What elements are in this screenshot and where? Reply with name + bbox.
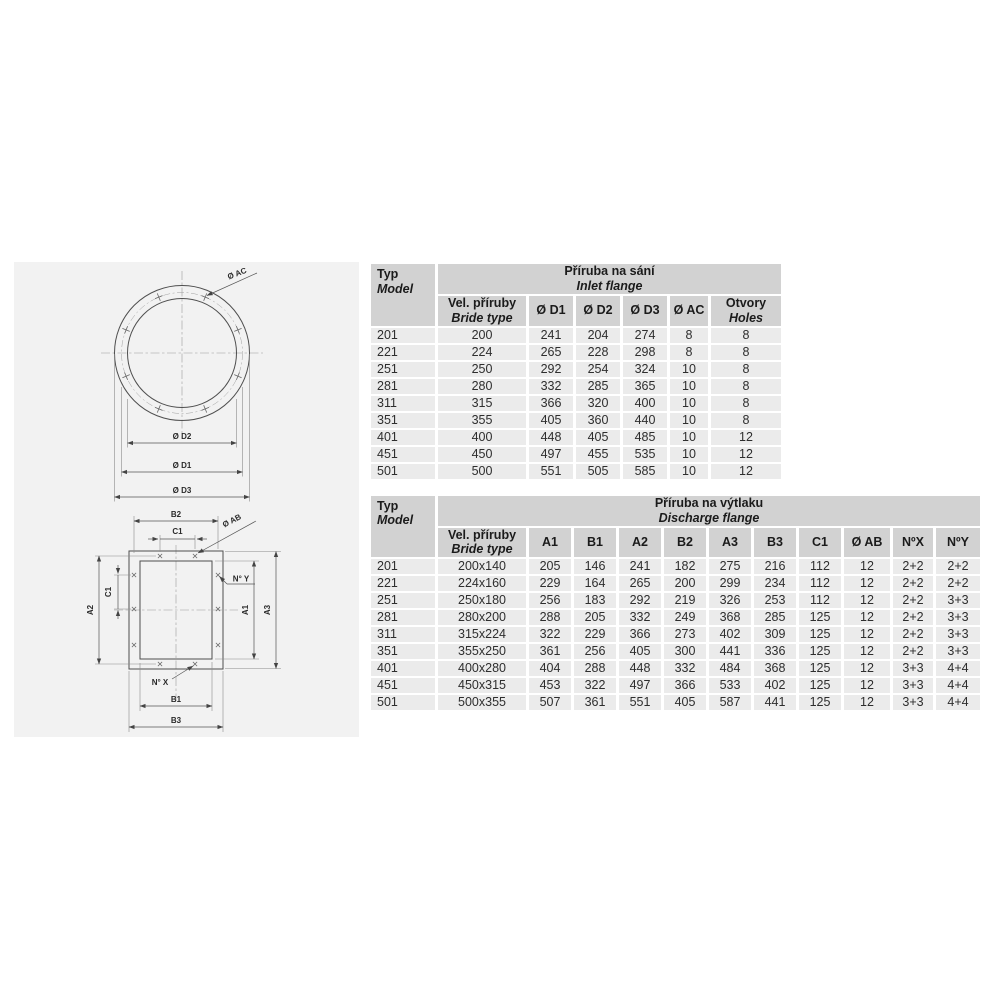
table-row	[371, 576, 980, 591]
value-cell: 200x140	[438, 559, 526, 574]
dim-label-ab: Ø AB	[221, 512, 243, 530]
model-cell: 451	[371, 678, 435, 693]
value-cell: 250	[438, 362, 526, 377]
value-cell: 10	[670, 379, 708, 394]
value-cell: 254	[576, 362, 620, 377]
dim-label-a1: A1	[241, 604, 250, 616]
dim-label-ny: N° Y	[232, 574, 250, 584]
value-cell: 292	[529, 362, 573, 377]
value-cell: 366	[664, 678, 706, 693]
table-row	[371, 644, 980, 659]
value-cell: 112	[799, 593, 841, 608]
value-cell: 275	[709, 559, 751, 574]
value-cell: 241	[619, 559, 661, 574]
value-cell: 309	[754, 627, 796, 642]
value-cell: 12	[844, 661, 890, 676]
title-line2: Discharge flange	[658, 510, 760, 525]
dim-label-d3: Ø D3	[172, 486, 192, 495]
value-cell: 551	[529, 464, 573, 479]
model-cell: 201	[371, 559, 435, 574]
value-cell: 10	[670, 430, 708, 445]
value-cell: 229	[574, 627, 616, 642]
value-cell: 12	[844, 610, 890, 625]
value-cell: 10	[670, 396, 708, 411]
model-cell: 401	[371, 430, 435, 445]
value-cell: 355x250	[438, 644, 526, 659]
value-cell: 3+3	[893, 661, 933, 676]
value-cell: 585	[623, 464, 667, 479]
value-cell: 3+3	[936, 644, 980, 659]
corner-header	[371, 264, 435, 326]
value-cell: 12	[844, 644, 890, 659]
value-cell: 274	[623, 328, 667, 343]
table-row	[371, 559, 980, 574]
value-cell: 497	[619, 678, 661, 693]
value-cell: 12	[844, 695, 890, 710]
table-row	[371, 695, 980, 710]
value-cell: 453	[529, 678, 571, 693]
tables-area	[368, 262, 983, 712]
model-cell: 401	[371, 661, 435, 676]
value-cell: 355	[438, 413, 526, 428]
value-cell: 285	[754, 610, 796, 625]
dim-label-b3: B3	[170, 716, 182, 725]
value-cell: 441	[709, 644, 751, 659]
value-cell: 332	[529, 379, 573, 394]
value-cell: 288	[529, 610, 571, 625]
value-cell: 10	[670, 362, 708, 377]
model-cell: 251	[371, 362, 435, 377]
model-cell: 281	[371, 610, 435, 625]
value-cell: 183	[574, 593, 616, 608]
value-cell: 3+3	[936, 627, 980, 642]
model-cell: 251	[371, 593, 435, 608]
dim-label-c1-left: C1	[104, 586, 113, 598]
value-cell: 315x224	[438, 627, 526, 642]
value-cell: 324	[623, 362, 667, 377]
value-cell: 12	[711, 430, 781, 445]
value-cell: 256	[529, 593, 571, 608]
model-cell: 221	[371, 576, 435, 591]
inlet-flange-table	[368, 262, 784, 481]
model-cell: 501	[371, 464, 435, 479]
title-line2: Inlet flange	[576, 279, 643, 293]
column-header: A3	[709, 528, 751, 558]
corner-line1: Typ	[377, 267, 399, 281]
value-cell: 12	[844, 576, 890, 591]
value-cell: 360	[576, 413, 620, 428]
value-cell: 405	[529, 413, 573, 428]
value-cell: 587	[709, 695, 751, 710]
column-header: Ø D3	[623, 296, 667, 326]
inlet-flange-diagram	[101, 266, 263, 502]
value-cell: 3+3	[893, 678, 933, 693]
corner-line1: Typ	[377, 498, 399, 513]
value-cell: 404	[529, 661, 571, 676]
model-cell: 501	[371, 695, 435, 710]
value-cell: 10	[670, 413, 708, 428]
table-row	[371, 430, 781, 445]
flange-diagrams	[14, 262, 359, 737]
corner-header	[371, 496, 435, 558]
value-cell: 146	[574, 559, 616, 574]
value-cell: 8	[711, 362, 781, 377]
dim-label-a3: A3	[263, 604, 272, 616]
value-cell: 164	[574, 576, 616, 591]
value-cell: 224	[438, 345, 526, 360]
value-cell: 8	[670, 328, 708, 343]
value-cell: 2+2	[893, 559, 933, 574]
value-cell: 229	[529, 576, 571, 591]
value-cell: 12	[711, 464, 781, 479]
value-cell: 368	[709, 610, 751, 625]
value-cell: 219	[664, 593, 706, 608]
value-cell: 2+2	[936, 559, 980, 574]
value-cell: 400	[438, 430, 526, 445]
value-cell: 326	[709, 593, 751, 608]
value-cell: 205	[529, 559, 571, 574]
model-cell: 311	[371, 627, 435, 642]
value-cell: 322	[574, 678, 616, 693]
value-cell: 4+4	[936, 695, 980, 710]
column-header: B1	[574, 528, 616, 558]
value-cell: 125	[799, 678, 841, 693]
value-cell: 253	[754, 593, 796, 608]
value-cell: 3+3	[936, 593, 980, 608]
value-cell: 228	[576, 345, 620, 360]
title-line1: Příruba na sání	[564, 264, 655, 279]
value-cell: 125	[799, 627, 841, 642]
value-cell: 500x355	[438, 695, 526, 710]
value-cell: 10	[670, 464, 708, 479]
table-row	[371, 627, 980, 642]
value-cell: 332	[619, 610, 661, 625]
column-header: Otvory Holes	[711, 296, 781, 326]
value-cell: 485	[623, 430, 667, 445]
value-cell: 440	[623, 413, 667, 428]
dim-label-d2: Ø D2	[172, 432, 192, 441]
value-cell: 2+2	[893, 627, 933, 642]
value-cell: 448	[529, 430, 573, 445]
column-header: Ø D1	[529, 296, 573, 326]
value-cell: 2+2	[893, 644, 933, 659]
value-cell: 3+3	[893, 695, 933, 710]
value-cell: 315	[438, 396, 526, 411]
value-cell: 273	[664, 627, 706, 642]
model-cell: 311	[371, 396, 435, 411]
model-cell: 351	[371, 644, 435, 659]
model-cell: 351	[371, 413, 435, 428]
column-header: Ø AC	[670, 296, 708, 326]
dim-label-ac: Ø AC	[226, 265, 248, 282]
column-header: Ø AB	[844, 528, 890, 558]
model-cell: 221	[371, 345, 435, 360]
corner-line2: Model	[377, 281, 414, 296]
value-cell: 336	[754, 644, 796, 659]
column-header: B2	[664, 528, 706, 558]
value-cell: 249	[664, 610, 706, 625]
table-title	[438, 496, 980, 526]
table-row	[371, 345, 781, 360]
value-cell: 216	[754, 559, 796, 574]
table-row	[371, 379, 781, 394]
value-cell: 125	[799, 661, 841, 676]
column-header: Vel. příruby Bride type	[438, 528, 526, 558]
value-cell: 402	[709, 627, 751, 642]
column-header: Ø D2	[576, 296, 620, 326]
value-cell: 320	[576, 396, 620, 411]
table-row	[371, 396, 781, 411]
dim-label-b1: B1	[170, 695, 182, 704]
value-cell: 441	[754, 695, 796, 710]
value-cell: 182	[664, 559, 706, 574]
table-row	[371, 661, 980, 676]
table-row	[371, 610, 980, 625]
value-cell: 250x180	[438, 593, 526, 608]
value-cell: 205	[574, 610, 616, 625]
value-cell: 505	[576, 464, 620, 479]
value-cell: 8	[711, 345, 781, 360]
value-cell: 450x315	[438, 678, 526, 693]
value-cell: 12	[711, 447, 781, 462]
model-cell: 201	[371, 328, 435, 343]
table-title	[438, 264, 781, 294]
value-cell: 405	[664, 695, 706, 710]
value-cell: 8	[670, 345, 708, 360]
value-cell: 361	[529, 644, 571, 659]
column-header: Vel. příruby Bride type	[438, 296, 526, 326]
model-cell: 281	[371, 379, 435, 394]
discharge-flange-diagram	[86, 510, 281, 732]
value-cell: 4+4	[936, 678, 980, 693]
value-cell: 3+3	[936, 610, 980, 625]
dim-label-c1-top: C1	[172, 527, 183, 536]
value-cell: 112	[799, 559, 841, 574]
value-cell: 365	[623, 379, 667, 394]
value-cell: 361	[574, 695, 616, 710]
column-header: NºY	[936, 528, 980, 558]
value-cell: 256	[574, 644, 616, 659]
value-cell: 8	[711, 413, 781, 428]
value-cell: 8	[711, 396, 781, 411]
dim-label-a2: A2	[86, 604, 95, 616]
value-cell: 112	[799, 576, 841, 591]
value-cell: 366	[619, 627, 661, 642]
value-cell: 2+2	[893, 576, 933, 591]
value-cell: 450	[438, 447, 526, 462]
value-cell: 497	[529, 447, 573, 462]
column-header: B3	[754, 528, 796, 558]
value-cell: 234	[754, 576, 796, 591]
table-row	[371, 447, 781, 462]
value-cell: 4+4	[936, 661, 980, 676]
value-cell: 285	[576, 379, 620, 394]
value-cell: 125	[799, 610, 841, 625]
value-cell: 300	[664, 644, 706, 659]
value-cell: 405	[576, 430, 620, 445]
value-cell: 368	[754, 661, 796, 676]
table-row	[371, 464, 781, 479]
value-cell: 265	[619, 576, 661, 591]
dim-label-d1: Ø D1	[172, 461, 192, 470]
column-header: NºX	[893, 528, 933, 558]
table-row	[371, 593, 980, 608]
value-cell: 125	[799, 644, 841, 659]
value-cell: 448	[619, 661, 661, 676]
value-cell: 241	[529, 328, 573, 343]
table-row	[371, 678, 980, 693]
value-cell: 402	[754, 678, 796, 693]
value-cell: 292	[619, 593, 661, 608]
value-cell: 12	[844, 593, 890, 608]
value-cell: 2+2	[936, 576, 980, 591]
drawings-panel	[14, 262, 359, 737]
value-cell: 332	[664, 661, 706, 676]
model-cell: 451	[371, 447, 435, 462]
column-header: C1	[799, 528, 841, 558]
table-row	[371, 413, 781, 428]
value-cell: 400x280	[438, 661, 526, 676]
value-cell: 507	[529, 695, 571, 710]
value-cell: 2+2	[893, 593, 933, 608]
dim-label-nx: N° X	[151, 678, 169, 687]
value-cell: 366	[529, 396, 573, 411]
value-cell: 200	[438, 328, 526, 343]
value-cell: 12	[844, 559, 890, 574]
value-cell: 484	[709, 661, 751, 676]
value-cell: 280x200	[438, 610, 526, 625]
value-cell: 8	[711, 328, 781, 343]
value-cell: 2+2	[893, 610, 933, 625]
value-cell: 12	[844, 627, 890, 642]
dim-label-b2: B2	[170, 510, 182, 519]
title-line1: Příruba na výtlaku	[654, 495, 764, 510]
value-cell: 533	[709, 678, 751, 693]
table-row	[371, 362, 781, 377]
value-cell: 535	[623, 447, 667, 462]
value-cell: 405	[619, 644, 661, 659]
value-cell: 224x160	[438, 576, 526, 591]
value-cell: 200	[664, 576, 706, 591]
value-cell: 288	[574, 661, 616, 676]
column-header: A1	[529, 528, 571, 558]
value-cell: 280	[438, 379, 526, 394]
value-cell: 10	[670, 447, 708, 462]
corner-line2: Model	[377, 513, 414, 528]
value-cell: 551	[619, 695, 661, 710]
value-cell: 400	[623, 396, 667, 411]
value-cell: 8	[711, 379, 781, 394]
value-cell: 500	[438, 464, 526, 479]
value-cell: 298	[623, 345, 667, 360]
column-header: A2	[619, 528, 661, 558]
value-cell: 204	[576, 328, 620, 343]
value-cell: 299	[709, 576, 751, 591]
value-cell: 322	[529, 627, 571, 642]
value-cell: 125	[799, 695, 841, 710]
discharge-flange-table	[368, 494, 983, 713]
value-cell: 455	[576, 447, 620, 462]
value-cell: 12	[844, 678, 890, 693]
value-cell: 265	[529, 345, 573, 360]
table-row	[371, 328, 781, 343]
